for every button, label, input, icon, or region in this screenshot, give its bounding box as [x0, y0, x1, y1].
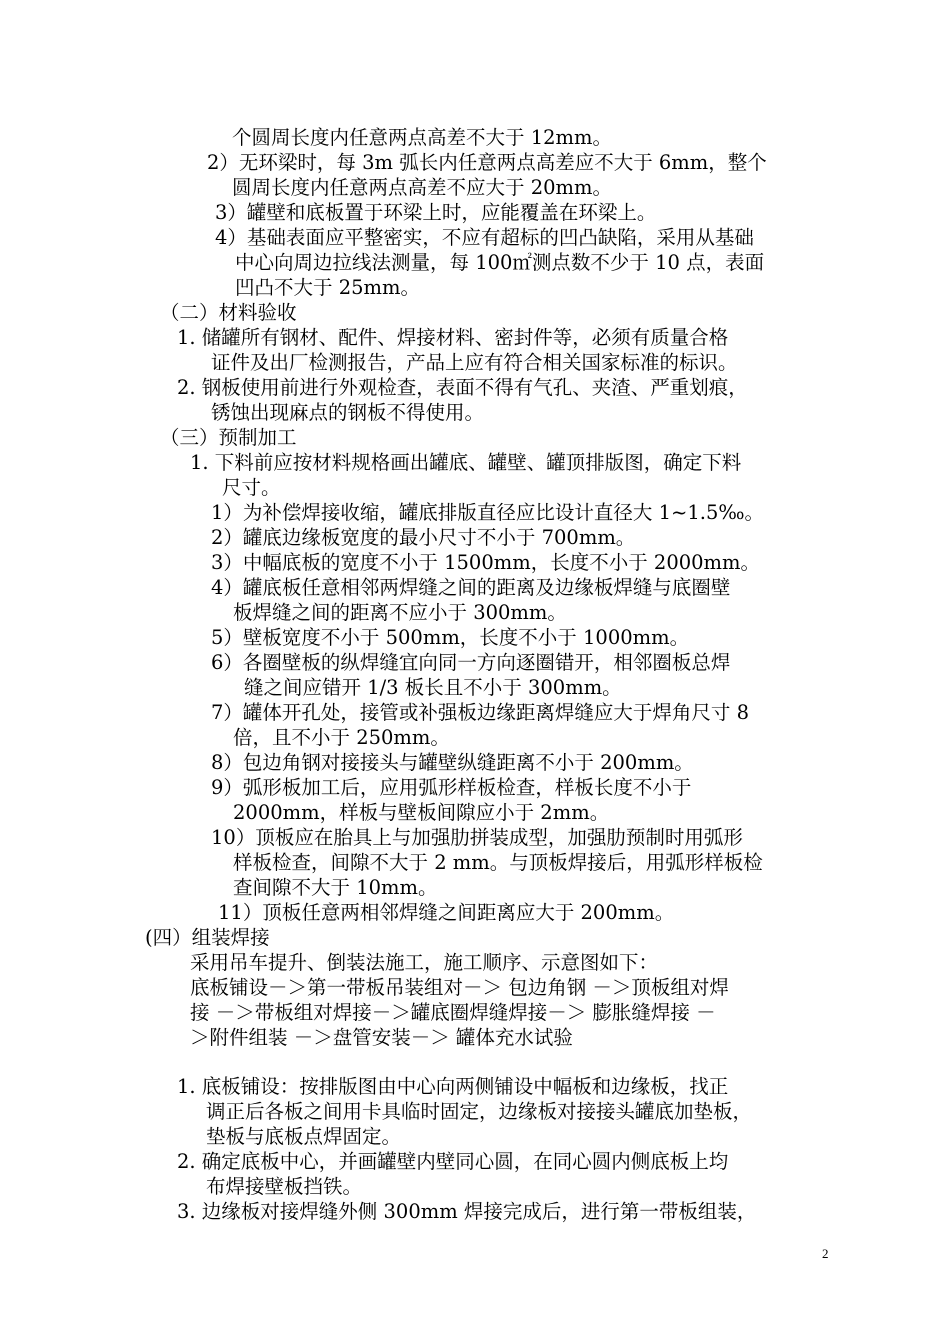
page-number: 2 — [822, 1246, 829, 1261]
text-line: 1. 底板铺设：按排版图由中心向两侧铺设中幅板和边缘板，找正 — [177, 1075, 729, 1098]
text-line: 锈蚀出现麻点的钢板不得使用。 — [211, 401, 485, 424]
section-heading: （二）材料验收 — [160, 301, 297, 324]
text-line: 3）罐壁和底板置于环梁上时，应能覆盖在环梁上。 — [215, 201, 657, 224]
text-line: 2）罐底边缘板宽度的最小尺寸不小于 700mm。 — [211, 526, 636, 549]
text-line: 6）各圈壁板的纵焊缝宜向同一方向逐圈错开，相邻圈板总焊 — [211, 651, 731, 674]
section-heading: （三）预制加工 — [160, 426, 297, 449]
text-line: 尺寸。 — [222, 476, 281, 499]
text-line: 垫板与底板点焊固定。 — [206, 1125, 402, 1148]
text-line: 10）顶板应在胎具上与加强肋拼装成型，加强肋预制时用弧形 — [211, 826, 743, 849]
text-line: 11）顶板任意两相邻焊缝之间距离应大于 200mm。 — [218, 901, 675, 924]
text-line: 4）基础表面应平整密实，不应有超标的凹凸缺陷，采用从基础 — [215, 226, 754, 249]
text-line: 调正后各板之间用卡具临时固定，边缘板对接接头罐底加垫板， — [206, 1100, 753, 1123]
text-line: ＞附件组装 －＞盘管安装－＞ 罐体充水试验 — [190, 1026, 573, 1049]
text-line: 1. 储罐所有钢材、配件、焊接材料、密封件等，必须有质量合格 — [177, 326, 729, 349]
text-line: 2000mm，样板与壁板间隙应小于 2mm。 — [233, 801, 610, 824]
text-line: 底板铺设－＞第一带板吊装组对－＞ 包边角钢 －＞顶板组对焊 — [190, 976, 729, 999]
text-line: 布焊接壁板挡铁。 — [206, 1175, 363, 1198]
text-line: 2）无环梁时，每 3m 弧长内任意两点高差应不大于 6mm，整个 — [207, 151, 767, 174]
text-line: 1）为补偿焊接收缩，罐底排版直径应比设计直径大 1~1.5‰。 — [211, 501, 765, 524]
text-line: 5）壁板宽度不小于 500mm，长度不小于 1000mm。 — [211, 626, 690, 649]
text-line: 个圆周长度内任意两点高差不大于 12mm。 — [232, 126, 612, 149]
text-line: 接 －＞带板组对焊接－＞罐底圈焊缝焊接－＞ 膨胀缝焊接 － — [190, 1001, 716, 1024]
text-line: 查间隙不大于 10mm。 — [233, 876, 438, 899]
text-line: 3）中幅底板的宽度不小于 1500mm，长度不小于 2000mm。 — [211, 551, 761, 574]
text-line: 凹凸不大于 25mm。 — [235, 276, 420, 299]
text-line: 8）包边角钢对接接头与罐壁纵缝距离不小于 200mm。 — [211, 751, 694, 774]
text-line: 中心向周边拉线法测量，每 100㎡测点数不少于 10 点，表面 — [235, 251, 765, 274]
text-line: 3. 边缘板对接焊缝外侧 300mm 焊接完成后，进行第一带板组装， — [177, 1200, 757, 1223]
section-heading: (四）组装焊接 — [145, 926, 270, 949]
text-line: 缝之间应错开 1/3 板长且不小于 300mm。 — [244, 676, 622, 699]
text-line: 圆周长度内任意两点高差不应大于 20mm。 — [232, 176, 612, 199]
text-line: 2. 确定底板中心，并画罐壁内壁同心圆，在同心圆内侧底板上均 — [177, 1150, 729, 1173]
text-line: 倍，且不小于 250mm。 — [233, 726, 450, 749]
text-line: 证件及出厂检测报告，产品上应有符合相关国家标准的标识。 — [211, 351, 738, 374]
text-line: 样板检查，间隙不大于 2 mm。与顶板焊接后，用弧形样板检 — [233, 851, 763, 874]
text-line: 板焊缝之间的距离不应小于 300mm。 — [233, 601, 567, 624]
text-line: 2. 钢板使用前进行外观检查，表面不得有气孔、夹渣、严重划痕， — [177, 376, 748, 399]
text-line: 采用吊车提升、倒装法施工，施工顺序、示意图如下： — [190, 951, 659, 974]
text-line: 1. 下料前应按材料规格画出罐底、罐壁、罐顶排版图，确定下料 — [190, 451, 742, 474]
text-line: 9）弧形板加工后，应用弧形样板检查，样板长度不小于 — [211, 776, 692, 799]
text-line: 7）罐体开孔处，接管或补强板边缘距离焊缝应大于焊角尺寸 8 — [211, 701, 750, 724]
text-line: 4）罐底板任意相邻两焊缝之间的距离及边缘板焊缝与底圈壁 — [211, 576, 731, 599]
